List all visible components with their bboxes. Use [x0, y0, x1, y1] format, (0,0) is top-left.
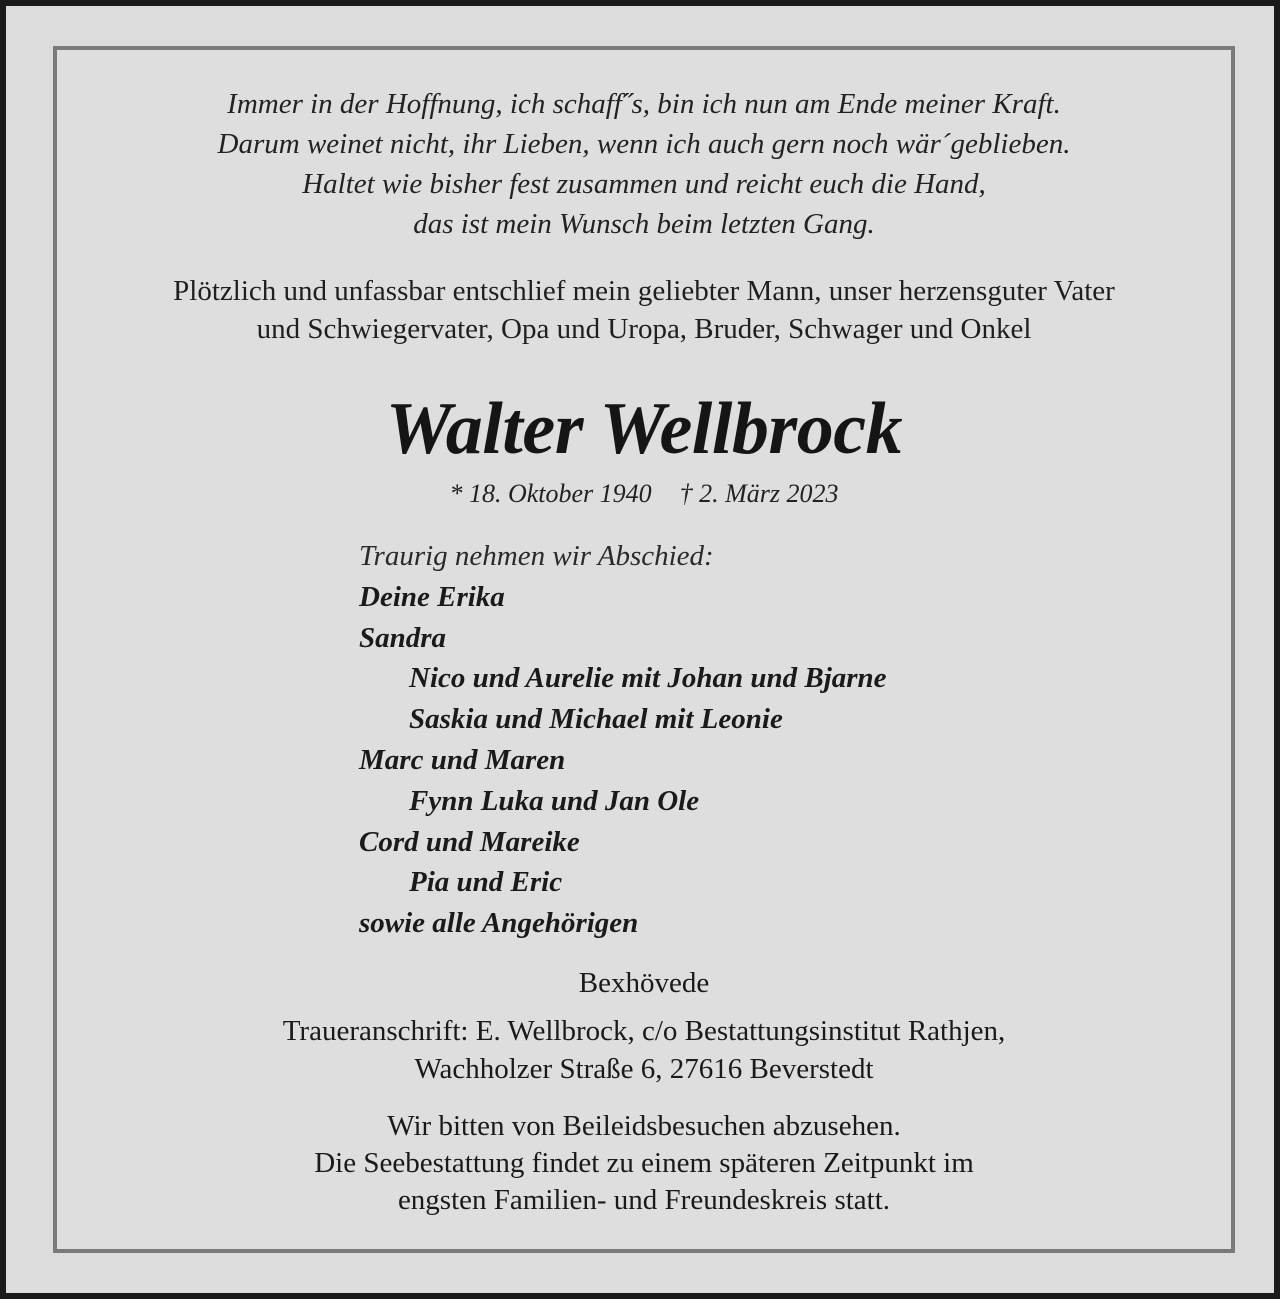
address-line: Wachholzer Straße 6, 27616 Beverstedt [414, 1053, 874, 1085]
closing-line: Die Seebestattung findet zu einem späteren Zeitpunkt im [314, 1147, 974, 1179]
intro-line: und Schwiegervater, Opa und Uropa, Bruder, Schwager und Onkel [256, 313, 1032, 345]
poem-line: Haltet wie bisher fest zusammen und reicht euch die Hand, [302, 168, 986, 200]
life-dates [57, 478, 1231, 510]
deceased-name: Walter Wellbrock [385, 388, 903, 470]
poem-line: Immer in der Hoffnung, ich schaff˝s, bin ich nun am Ende meiner Kraft. [227, 88, 1061, 120]
mourner-entry: Pia und Eric [409, 866, 563, 899]
poem-line: das ist mein Wunsch beim letzten Gang. [413, 208, 875, 240]
mourner-entry: Fynn Luka und Jan Ole [409, 784, 700, 817]
mourner-entry: Nico und Aurelie mit Johan und Bjarne [409, 662, 887, 695]
mourners-lead: Traurig nehmen wir Abschied: [359, 540, 714, 572]
mourner-entry: Deine Erika [359, 580, 505, 613]
mourning-address [57, 1012, 1231, 1088]
address-line: Traueranschrift: E. Wellbrock, c/o Bestattungsinstitut Rathjen, [282, 1015, 1006, 1047]
mourner-entry: Sandra [359, 621, 447, 654]
mourners-list [359, 536, 1159, 944]
birth-date: * 18. Oktober 1940 [449, 479, 652, 508]
intro-text [57, 272, 1231, 348]
mourner-entry: sowie alle Angehörigen [359, 907, 639, 940]
mourner-entry: Marc und Maren [359, 743, 566, 776]
death-date: † 2. März 2023 [679, 479, 839, 508]
place-name: Bexhövede [578, 967, 710, 999]
closing-line: engsten Familien- und Freundeskreis statt. [397, 1184, 891, 1216]
poem-line: Darum weinet nicht, ihr Lieben, wenn ich auch gern noch wär´geblieben. [217, 128, 1071, 160]
closing-line: Wir bitten von Beileidsbesuchen abzusehen. [387, 1110, 901, 1142]
intro-line: Plötzlich und unfassbar entschlief mein geliebter Mann, unser herzensguter Vater [173, 275, 1115, 307]
obituary-card [53, 46, 1235, 1253]
closing-note [57, 1108, 1231, 1219]
mourner-entry: Cord und Mareike [359, 825, 580, 858]
mourner-entry: Saskia und Michael mit Leonie [409, 703, 783, 736]
poem [57, 84, 1231, 244]
